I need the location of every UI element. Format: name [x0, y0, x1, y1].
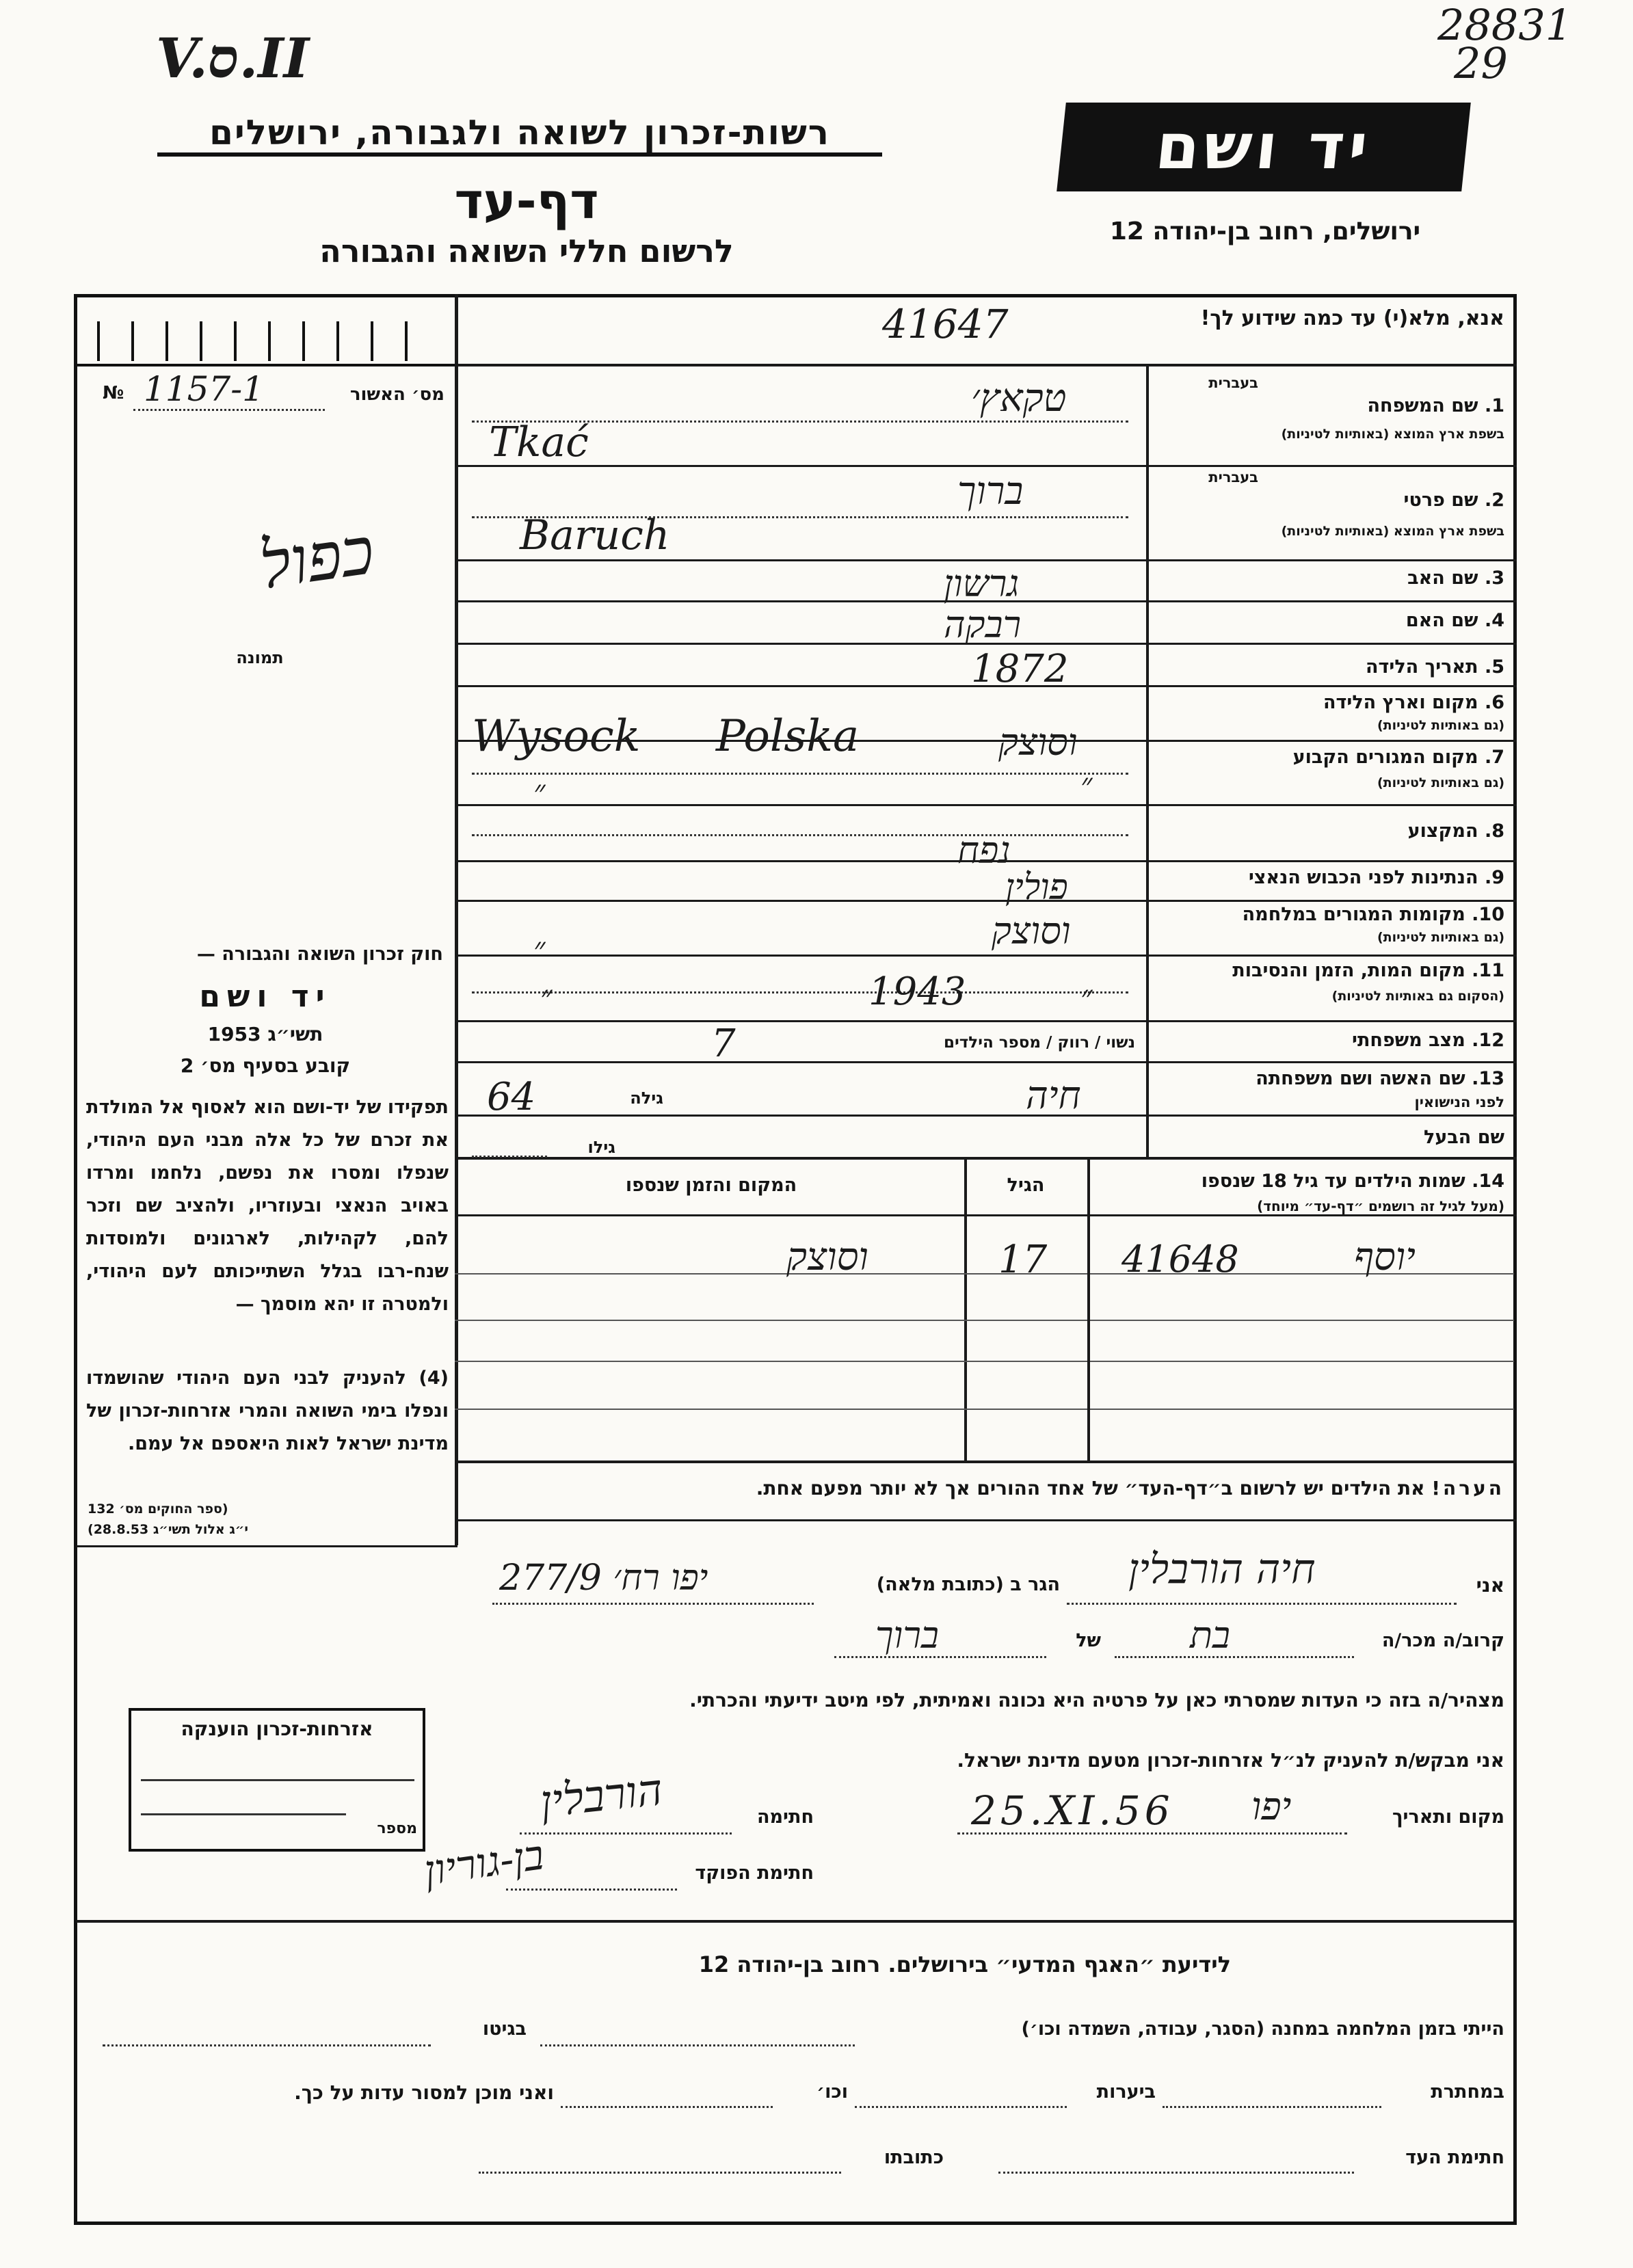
law-year-num: 1953 [207, 1023, 261, 1045]
child-place[interactable]: וסוצק [786, 1235, 868, 1279]
f7-num: 7. [1484, 747, 1504, 768]
f5-text: תאריך הלידה [1365, 656, 1478, 678]
children-num: 14. [1472, 1171, 1504, 1192]
footer-willing: ואני מוכן למסור עדות על כך. [294, 2081, 554, 2104]
photo-note: כפול [255, 511, 379, 604]
f11-text: מקום המות, הזמן והנסיבות [1232, 960, 1465, 981]
authority-line: רשות-זכרון לשואה ולגבורה, ירושלים [157, 113, 882, 157]
f11-ditto-a: ״ [540, 978, 553, 1015]
approval-number: 1157-1 [144, 369, 264, 409]
f13-age-value[interactable]: 64 [487, 1075, 536, 1119]
photo-label: תמונה [236, 648, 284, 667]
note-text: את הילדים יש לרשום ב״דף-העד״ של אחד ההורים אך לא יותר מפעם אחת. [756, 1477, 1425, 1499]
f11-num: 11. [1472, 960, 1504, 981]
children-title [1094, 1171, 1504, 1192]
f2-value-latin[interactable]: Baruch [520, 511, 670, 559]
f2-hebrew-tag: בעברית [1208, 469, 1258, 485]
children-col-age: הגיל [1007, 1175, 1045, 1196]
footer-forests: ביערות [1096, 2081, 1156, 2103]
f3-value[interactable]: גרשון [944, 562, 1020, 605]
f4-num: 4. [1484, 610, 1504, 631]
approval-label: מס׳ האשור [349, 384, 444, 405]
relation-value[interactable]: בת [1190, 1614, 1230, 1657]
f2-text: שם פרטי [1403, 490, 1478, 511]
f1-num: 1. [1484, 395, 1504, 416]
relation-label: קרוב/ה מכר/ה [1381, 1630, 1504, 1651]
f4-text: שם האם [1405, 610, 1478, 631]
child-age[interactable]: 17 [998, 1238, 1048, 1282]
f13-value[interactable]: חיה [1026, 1073, 1081, 1118]
request-id: 41647 [882, 301, 1009, 347]
footer-witness-sig: חתימת העד [1405, 2147, 1504, 2168]
witness-name[interactable]: חיה הורבלין [1128, 1545, 1316, 1593]
f12-label [1169, 1030, 1504, 1051]
f9-label [1169, 867, 1504, 888]
law-name: חוק זכרון השואה והגבורה — [196, 944, 443, 965]
f8-label [1251, 821, 1504, 842]
children-text: שמות הילדים עד גיל 18 שנספו [1201, 1171, 1465, 1192]
date-value[interactable]: 25.XI.56 [971, 1787, 1174, 1834]
f13-sub: לפני הנישואין [1414, 1094, 1504, 1110]
officer-label: חתימת הפוקד [695, 1863, 814, 1884]
footer-underground: במחתרת [1431, 2081, 1504, 2103]
law-source-date: י״ג אלול תשי״ג 28.8.53) [88, 1522, 248, 1537]
f13-text: שם האשה ושם משפחתה [1256, 1068, 1465, 1089]
f4-label [1251, 610, 1504, 631]
f7-hint: (גם באותיות לטיניות) [1377, 775, 1504, 790]
f7-label [1251, 747, 1504, 768]
officer-signature[interactable]: בן-גוריון [421, 1831, 547, 1895]
f11-label [1169, 960, 1504, 981]
child-id[interactable]: 41648 [1121, 1238, 1239, 1281]
f8-text: המקצוע [1407, 821, 1478, 842]
archive-sub: 29 [1454, 38, 1508, 88]
f1-value-he[interactable]: טקאץ׳ [971, 376, 1067, 421]
children-note [472, 1477, 1504, 1499]
place-value[interactable]: יפו [1251, 1785, 1292, 1829]
footer-ghetto: בגיטו [482, 2018, 527, 2040]
f12-options[interactable]: נשוי / רווק / מספר הילדים [944, 1034, 1135, 1052]
witness-i: אני [1476, 1574, 1504, 1597]
corner-code: V.ס.II [156, 26, 310, 90]
declaration-text: מצהיר/ה בזה כי העדות שמסרתי כאן על פרטיה היא נכונה ואמיתית, לפי מיטב ידיעתי והכרתי. [689, 1689, 1504, 1711]
f9-text: הנתינות לפני הכבוש הנאצי [1248, 867, 1478, 888]
f6-value-he[interactable]: וסוצק [998, 721, 1078, 764]
f10-num: 10. [1472, 904, 1504, 925]
note-prefix: הערה! [1431, 1477, 1504, 1499]
witness-address[interactable]: יפו רח׳ 277/9 [499, 1558, 708, 1599]
logo-text: יד ושם [1152, 110, 1375, 183]
f2-num: 2. [1484, 490, 1504, 511]
husband-age-label: גילו [587, 1138, 615, 1157]
f12-text: מצב משפחתי [1352, 1030, 1465, 1051]
footer-address: כתובתו [884, 2147, 944, 2168]
f13-age-label: גילה [630, 1089, 663, 1108]
f13-label [1169, 1068, 1504, 1089]
f8-num: 8. [1484, 821, 1504, 842]
relation-of-name[interactable]: ברוך [875, 1614, 939, 1657]
f3-num: 3. [1484, 568, 1504, 589]
f10-label [1169, 904, 1504, 925]
law-source: (ספר החוקים מס׳ 132 [88, 1502, 228, 1517]
fill-instruction: אנא, מלא(י) עד כמה שידוע לך! [1200, 306, 1504, 330]
f11-ditto-b: ״ [1080, 978, 1093, 1015]
f10-text: מקומות המגורים במלחמה [1242, 904, 1465, 925]
f13-num: 13. [1472, 1068, 1504, 1089]
citizenship-number-label: מספר [377, 1820, 417, 1837]
citizenship-title: אזרחות-זכרון הוענקה [181, 1718, 373, 1740]
child-name[interactable]: יוסף [1354, 1235, 1416, 1279]
f10-ditto: ״ [533, 930, 546, 967]
f12-num: 12. [1472, 1030, 1504, 1051]
law-clause: קובע בסעיף מס׳ 2 [180, 1054, 351, 1077]
f7-value[interactable]: ״ [1080, 766, 1093, 803]
footer-camp-line: הייתי בזמן המלחמה במחנה (הסגר, עבודה, השמדה וכו׳) [1021, 2018, 1504, 2040]
f2-native: בשפת ארץ המוצא (באותיות לטיניות) [1281, 524, 1504, 539]
f11-hint: (הסקום גם באותיות לטיניות) [1331, 989, 1504, 1004]
citizenship-request: אני מבקש/ת להעניק לנ״ל אזרחות-זכרון מטעם מדינת ישראל. [957, 1749, 1504, 1772]
law-year [88, 1023, 443, 1045]
registry-strip [77, 321, 455, 366]
f3-label [1251, 568, 1504, 589]
f1-hebrew-tag: בעברית [1208, 375, 1258, 391]
witness-signature[interactable]: הורבלין [537, 1764, 665, 1828]
f1-text: שם המשפחה [1367, 395, 1478, 416]
f7-ditto: ״ [533, 773, 546, 810]
archive-number: 28831 [1437, 0, 1573, 50]
f2-label [1251, 490, 1504, 511]
form-title: דף-עד [454, 172, 599, 230]
f3-text: שם האב [1407, 568, 1478, 589]
f4-value[interactable]: רבקה [944, 603, 1022, 646]
f8-value[interactable]: נפח [957, 829, 1011, 872]
f9-value[interactable]: פולין [1005, 867, 1068, 908]
f5-label [1251, 656, 1504, 678]
header-address: ירושלים, רחוב בן-יהודה 12 [1109, 217, 1421, 245]
f2-value-he[interactable]: ברוך [957, 469, 1024, 513]
f6-num: 6. [1484, 692, 1504, 713]
yad-vashem-logo [1057, 103, 1471, 191]
law-paragraph: תפקידו של יד-ושם הוא לאסוף אל המולדת את זכרם של כל אלה מבני העם היהודי, שנפלו ומסרו את נפשם, נלחמו ומרדו באויב הנאצי ובעוזריו, ולהציב שם וזכר להם, לקהילות, לארגונים ולמוסדות שנח-רבו בגלל השתייכותם לעם היהודי, ולמטרה זו יהא מוסמך — [86, 1097, 449, 1315]
law-yad-vashem: יד ושם [199, 979, 332, 1014]
f7-text: מקום המגורים הקבוע [1292, 747, 1478, 768]
law-year-he: תשי״ג [267, 1023, 323, 1045]
citizenship-box [129, 1708, 425, 1852]
f9-num: 9. [1484, 867, 1504, 888]
law-paragraph-2: (4) להעניק לבני העם היהודי שהושמדו ונפלו בימי השואה והמרי אזרחות-זכרון של מדינת ישראל לאות היאספם אל עמם. [86, 1368, 449, 1454]
signature-label: חתימה [756, 1806, 814, 1828]
f10-value[interactable]: וסוצק [992, 909, 1071, 952]
f6-value-latin[interactable]: Wysock Polska [472, 711, 860, 762]
children-col-place: המקום והזמן שנספו [625, 1175, 797, 1196]
husband-label: שם הבעל [1423, 1127, 1504, 1148]
f6-hint: (גם באותיות לטיניות) [1377, 718, 1504, 733]
relation-of-label: של [1076, 1630, 1101, 1651]
f6-label [1251, 692, 1504, 713]
f1-value-latin[interactable]: Tkać [489, 418, 589, 466]
f11-value[interactable]: 1943 [868, 970, 966, 1014]
footer-etc: וכו׳ [816, 2081, 848, 2103]
approval-prefix: № [103, 383, 124, 403]
witness-lives-label: הגר ב (כתובת מלאה) [876, 1574, 1060, 1595]
f5-value[interactable]: 1872 [971, 647, 1069, 691]
footer-notice: לידיעת ״האגף המדעי״ בירושלים. רחוב בן-יהודה 12 [698, 1951, 1231, 1977]
f6-text: מקום וארץ הלידה [1323, 692, 1478, 713]
form-subtitle: לרשום חללי השואה והגבורה [319, 232, 734, 269]
f12-value[interactable]: 7 [711, 1022, 736, 1066]
children-subtitle: (מעל לגיל זה רושמים ״דף-עד״ מיוחד) [1257, 1198, 1504, 1214]
f5-num: 5. [1484, 656, 1504, 678]
f1-native: בשפת ארץ המוצא (באותיות לטיניות) [1281, 427, 1504, 442]
f10-hint: (גם באותיות לטיניות) [1377, 930, 1504, 945]
f1-label [1251, 395, 1504, 416]
place-date-label: מקום ותאריך [1392, 1806, 1504, 1828]
